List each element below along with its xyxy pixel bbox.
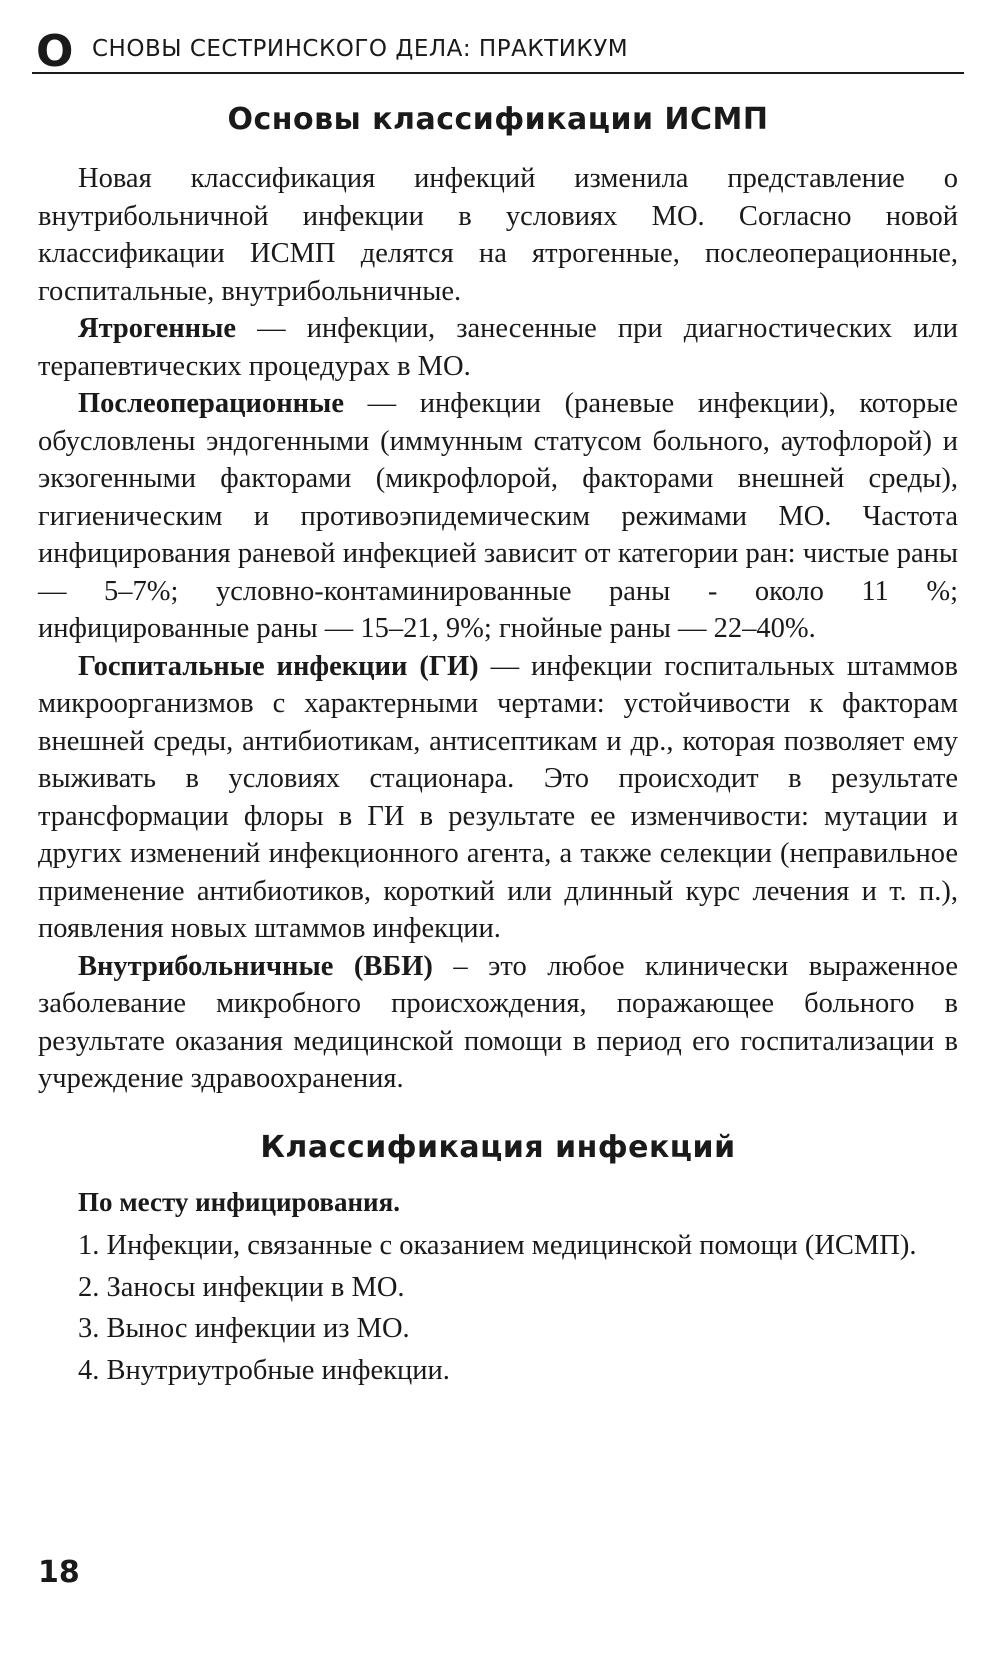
section-title-classification: Классификация инфекций <box>260 1129 736 1165</box>
definition-term: Послеоперационные <box>78 388 344 419</box>
page-content <box>38 100 958 1393</box>
subheading-by-place: По месту инфицирования. <box>78 1186 400 1217</box>
list-item: 2. Заносы инфекции в МО. <box>78 1271 405 1303</box>
list-item: 3. Вынос инфекции из МО. <box>78 1313 410 1344</box>
definition-text: — инфекции, занесенные при диагностических или терапевтических процедурах в МО. <box>38 313 958 382</box>
list-item: 1. Инфекции, связанные с оказанием медицинской помощи (ИСМП). <box>78 1230 917 1261</box>
definition-text: — инфекции (раневые инфекции), которые обусловлены эндогенными (иммунным статусом больного, аутофлорой) и экзогенными факторами (микрофлорой, факторами внешней среды), гигиеническим и противоэпидемическим режимами МО. Частота инфицирования раневой инфекцией зависит от категории ран: чистые раны — 5–7%; условно-контаминированные раны - около 11 %; инфицированные раны — 15–21, 9%; гнойные раны — 22–40%. <box>38 388 958 644</box>
definition-text: – это любое клинически выраженное заболевание микробного происхождения, поражающее больного в результате оказания медицинской помощи в период его госпитализации в учреждение здравоохранения. <box>38 950 958 1094</box>
definition-paragraph-postoperative <box>38 385 958 648</box>
definition-paragraph-hospital <box>38 648 958 948</box>
section-title-ismp: Основы классификации ИСМП <box>227 102 769 137</box>
definition-text: — инфекции госпитальных штаммов микроорганизмов с характерными чертами: устойчивости к факторам внешней среды, антибиотикам, антисептикам и др., которая позволяет ему выживать в условиях стационара. Это происходит в результате трансформации флоры в ГИ в результате ее изменчивости: мутации и других изменений инфекционного агента, а также селекции (неправильное применение антибиотиков, короткий или длинный курс лечения и т. п.), появления новых штаммов инфекции. <box>38 650 958 944</box>
list-item: 4. Внутриутробные инфекции. <box>78 1354 450 1386</box>
definition-term: Госпитальные инфекции (ГИ) <box>78 650 479 682</box>
definition-term: Ятрогенные <box>78 313 236 344</box>
definition-term: Внутрибольничные (ВБИ) <box>78 950 433 982</box>
intro-paragraph: Новая классификация инфекций изменила представление о внутрибольничной инфекции в условиях МО. Согласно новой классификации ИСМП делятся на ятрогенные, послеоперационные, госпитальные, внутрибольничные. <box>38 163 958 307</box>
page-number: 18 <box>38 1555 80 1590</box>
running-header-initial: О <box>36 26 74 77</box>
running-header <box>32 26 964 77</box>
definition-paragraph-nosocomial <box>38 948 958 1098</box>
running-header-title: СНОВЫ СЕСТРИНСКОГО ДЕЛА: ПРАКТИКУМ <box>92 36 629 62</box>
classification-list <box>38 1227 958 1389</box>
definition-paragraph-iatrogenic <box>38 310 958 385</box>
